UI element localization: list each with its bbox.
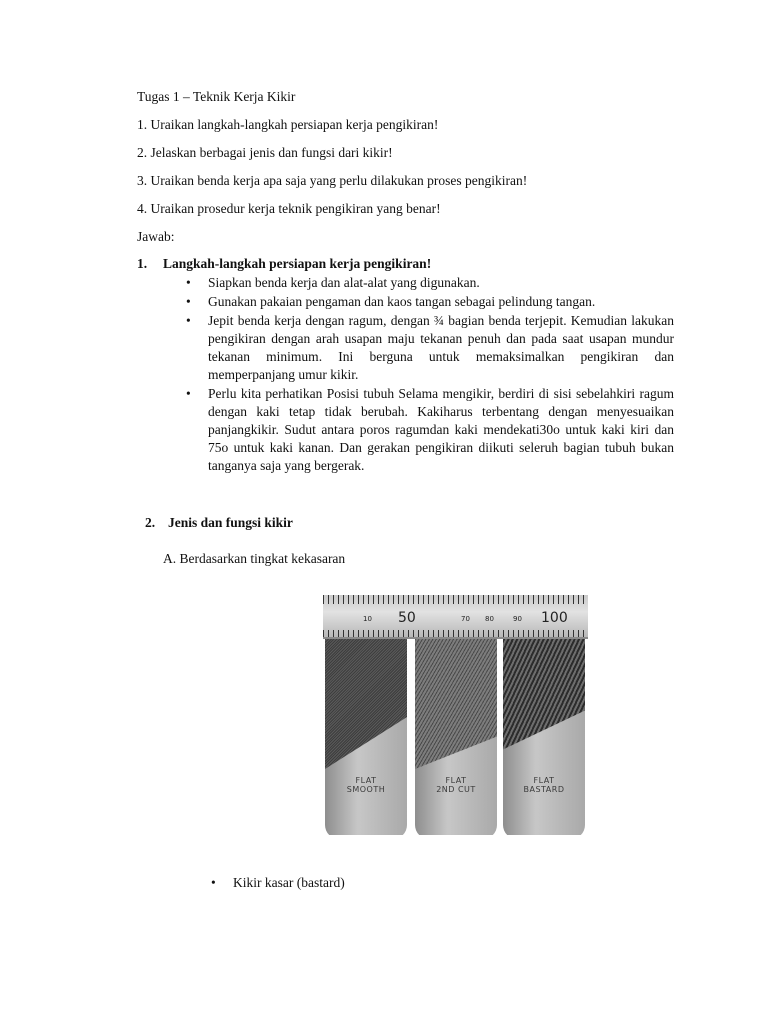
section-1-bullet-list	[186, 274, 674, 476]
subsection-a: A. Berdasarkan tingkat kekasaran	[163, 551, 346, 566]
files-photo	[323, 595, 588, 835]
document-title: Tugas 1 – Teknik Kerja Kikir	[137, 89, 296, 104]
bottom-bullet-text: Kikir kasar (bastard)	[233, 875, 345, 890]
answer-label: Jawab:	[137, 229, 175, 244]
question-2: 2. Jelaskan berbagai jenis dan fungsi dari kikir!	[137, 145, 393, 160]
ruler-number: 50	[398, 610, 416, 626]
list-item: • Siapkan benda kerja dan alat-alat yang digunakan.	[186, 275, 480, 290]
ruler-number: 80	[485, 615, 494, 623]
list-item: • Gunakan pakaian pengaman dan kaos tangan sebagai pelindung tangan.	[186, 294, 596, 309]
bullet-icon: •	[186, 386, 191, 401]
bullet-icon: •	[186, 313, 191, 328]
section-2-number: 2.	[145, 515, 156, 530]
second-cut-file: FLAT 2ND CUT	[415, 639, 497, 835]
bottom-bullet-icon: •	[211, 875, 216, 890]
section-2-title: Jenis dan fungsi kikir	[168, 515, 293, 530]
ruler	[323, 595, 588, 639]
question-1: 1. Uraikan langkah-langkah persiapan kerja pengikiran!	[137, 117, 439, 132]
bullet-icon: •	[186, 275, 191, 290]
ruler-number: 100	[541, 610, 568, 626]
ruler-number: 90	[513, 615, 522, 623]
question-3: 3. Uraikan benda kerja apa saja yang perlu dilakukan proses pengikiran!	[137, 173, 528, 188]
smooth-file: FLAT SMOOTH	[325, 639, 407, 835]
list-item: • Jepit benda kerja dengan ragum, dengan ¾ bagian benda terjepit. Kemudian lakukan pengikiran dengan arah usapan maju tekanan penuh dan pada saat usapan mundur tekanan minimum. Ini berguna untuk memaksimalkan pengikiran dan memperpanjang umur kikir.	[186, 313, 674, 382]
list-item: • Perlu kita perhatikan Posisi tubuh Selama mengikir, berdiri di sisi sebelahkiri ragum dengan kaki tetap tidak berubah. Kakiharus terbentang dengan menyesuaikan panjangkikir. Sudut antara poros ragumdan kaki mendekati30o untuk kaki kiri dan 75o untuk kaki kanan. Dan gerakan pengikiran diikuti seleruh bagian tubuh bukan tanganya saja yang bergerak.	[186, 386, 674, 473]
bullet-icon: •	[186, 294, 191, 309]
ruler-number: 10	[363, 615, 372, 623]
question-4: 4. Uraikan prosedur kerja teknik pengikiran yang benar!	[137, 201, 441, 216]
section-1-number: 1.	[137, 256, 148, 271]
ruler-number: 70	[461, 615, 470, 623]
section-1-title: Langkah-langkah persiapan kerja pengikiran!	[163, 256, 432, 271]
bastard-file: FLAT BASTARD	[503, 639, 585, 835]
